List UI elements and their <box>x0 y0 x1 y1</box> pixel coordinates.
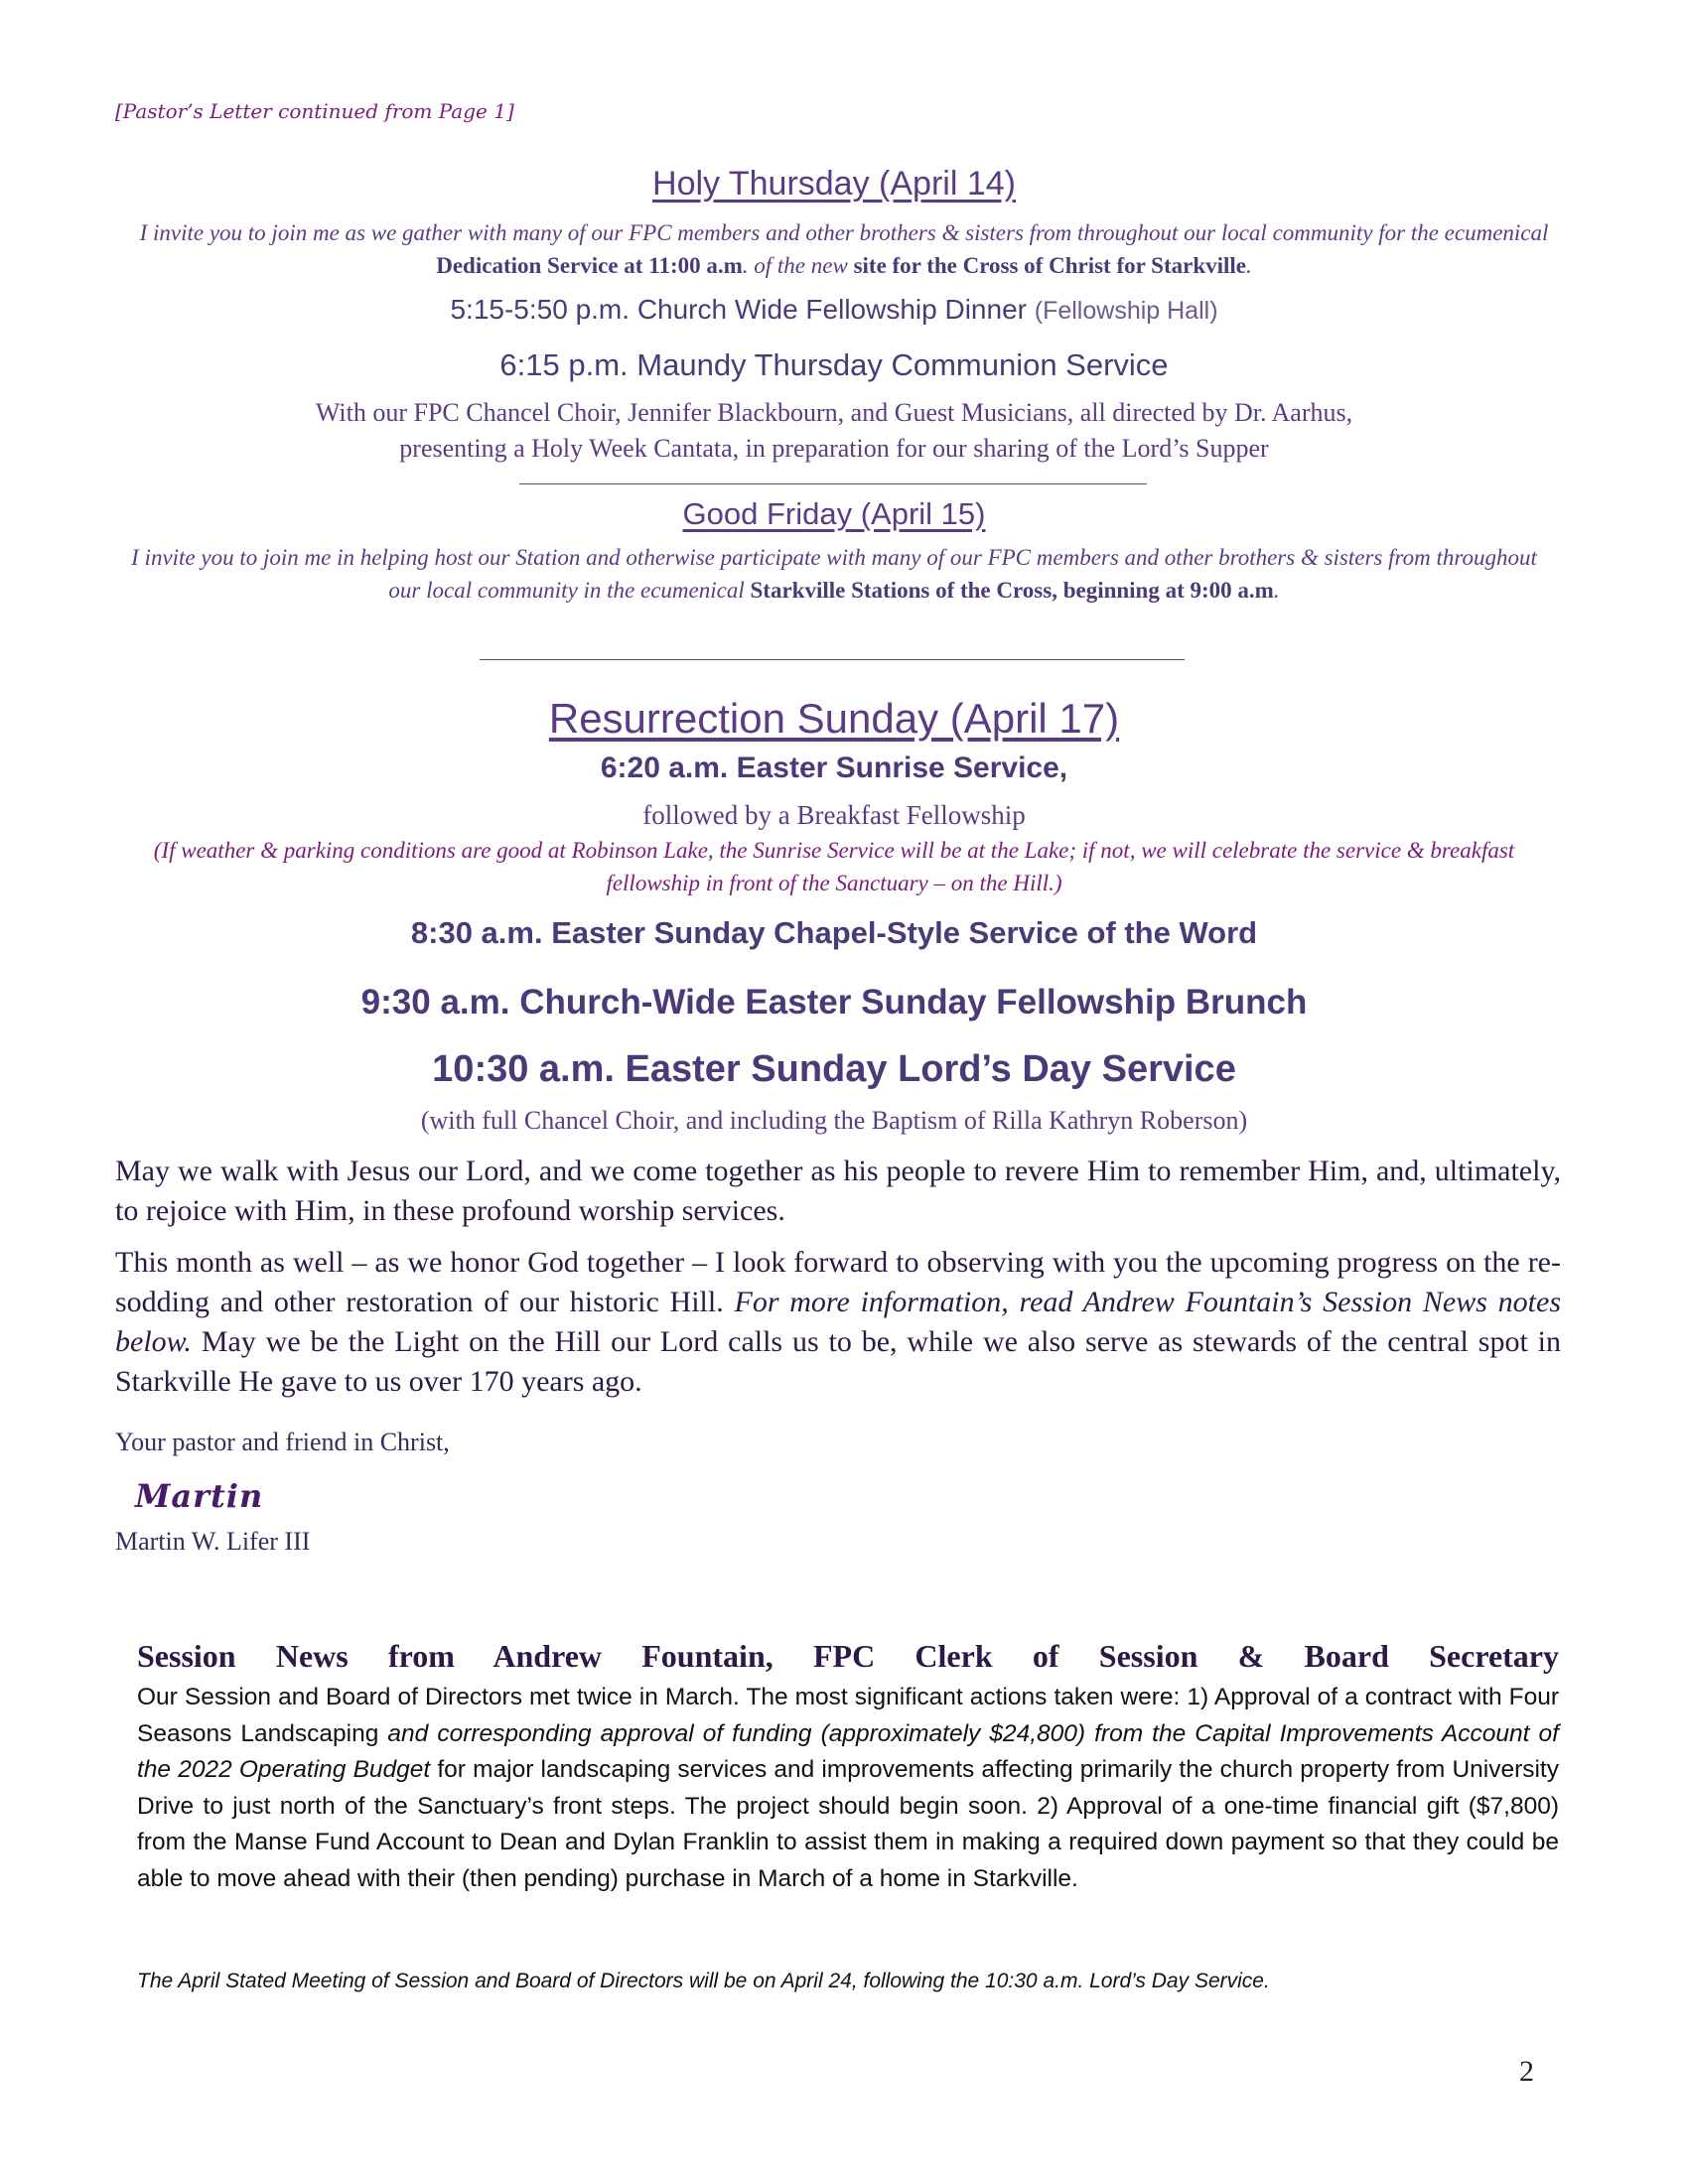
holy-thursday-heading: Holy Thursday (April 14) <box>652 165 1016 203</box>
session-meeting-note: The April Stated Meeting of Session and Board of Directors will be on April 24, following the 10:30 a.m. Lord’s Day Service. <box>137 1970 1270 1992</box>
session-news-title: Session News from Andrew Fountain, FPC Clerk of Session & Board Secretary <box>137 1638 1559 1674</box>
sunrise-follow: followed by a Breakfast Fellowship <box>642 800 1026 830</box>
holy-thursday-invite: I invite you to join me as we gather with many of our FPC members and other brothers & sisters from throughout our local community for the ecumenical Dedication Service at 11:00 a.m. of the new site for the Cross of Christ for Starkville. <box>139 220 1549 278</box>
fellowship-brunch: 9:30 a.m. Church-Wide Easter Sunday Fellowship Brunch <box>360 983 1308 1022</box>
good-friday-invite: I invite you to join me in helping host our Station and otherwise participate with many of our FPC members and other brothers & sisters from throughout our local community in the ecumenical Starkville Stations of the Cross, beginning at 9:00 a.m. <box>131 545 1537 603</box>
continued-note: [Pastor’s Letter continued from Page 1] <box>115 99 514 123</box>
closing-paragraph-2: This month as well – as we honor God together – I look forward to observing with you the upcoming progress on the re-sodding and other restoration of our historic Hill. For more information, read Andrew Fountain’s Session News notes below. May we be the Light on the Hill our Lord calls us to be, while we also serve as stewards of the central spot in Starkville He gave to us over 170 years ago. <box>115 1246 1561 1398</box>
resurrection-heading: Resurrection Sunday (April 17) <box>548 695 1120 742</box>
closing-paragraph-1: May we walk with Jesus our Lord, and we come together as his people to revere Him to remember Him, and, ultimately, to rejoice with Him, in these profound worship services. <box>115 1155 1561 1227</box>
fellowship-dinner: 5:15-5:50 p.m. Church Wide Fellowship Dinner (Fellowship Hall) <box>450 294 1218 325</box>
weather-note: (If weather & parking conditions are good at Robinson Lake, the Sunrise Service will be at the Lake; if not, we will celebrate the service & breakfast fellowship in front of the Sanctuary – on the Hill.) <box>153 838 1515 895</box>
good-friday-heading: Good Friday (April 15) <box>682 496 986 531</box>
lords-day-note: (with full Chancel Choir, and including the Baptism of Rilla Kathryn Roberson) <box>420 1106 1248 1135</box>
signature: Martin <box>135 1477 264 1515</box>
salutation: Your pastor and friend in Christ, <box>115 1428 450 1456</box>
divider-1 <box>519 483 1147 484</box>
pastor-name: Martin W. Lifer III <box>115 1527 311 1556</box>
communion-description: With our FPC Chancel Choir, Jennifer Blackbourn, and Guest Musicians, all directed by Dr. Aarhus, presenting a Holy Week Cantata, in preparation for our sharing of the Lord’s Supper <box>315 398 1353 463</box>
chapel-service: 8:30 a.m. Easter Sunday Chapel-Style Service of the Word <box>410 915 1258 950</box>
lords-day-service: 10:30 a.m. Easter Sunday Lord’s Day Service <box>432 1048 1236 1090</box>
communion-service: 6:15 p.m. Maundy Thursday Communion Service <box>499 347 1169 382</box>
divider-2 <box>480 659 1185 660</box>
session-news-body: Our Session and Board of Directors met twice in March. The most significant actions taken were: 1) Approval of a contract with Four Seasons Landscaping and corresponding approval of funding (approximately $24,800) from the Capital Improvements Account of the 2022 Operating Budget for major landscaping services and improvements affecting primarily the church property from University Drive to just north of the Sanctuary’s front steps. The project should begin soon. 2) Approval of a one-time financial gift ($7,800) from the Manse Fund Account to Dean and Dylan Franklin to assist them in making a required down payment so that they could be able to move ahead with their (then pending) purchase in March of a home in Starkville. <box>137 1684 1559 1892</box>
page-number: 2 <box>1519 2055 1534 2088</box>
sunrise-service: 6:20 a.m. Easter Sunrise Service, <box>600 751 1068 784</box>
